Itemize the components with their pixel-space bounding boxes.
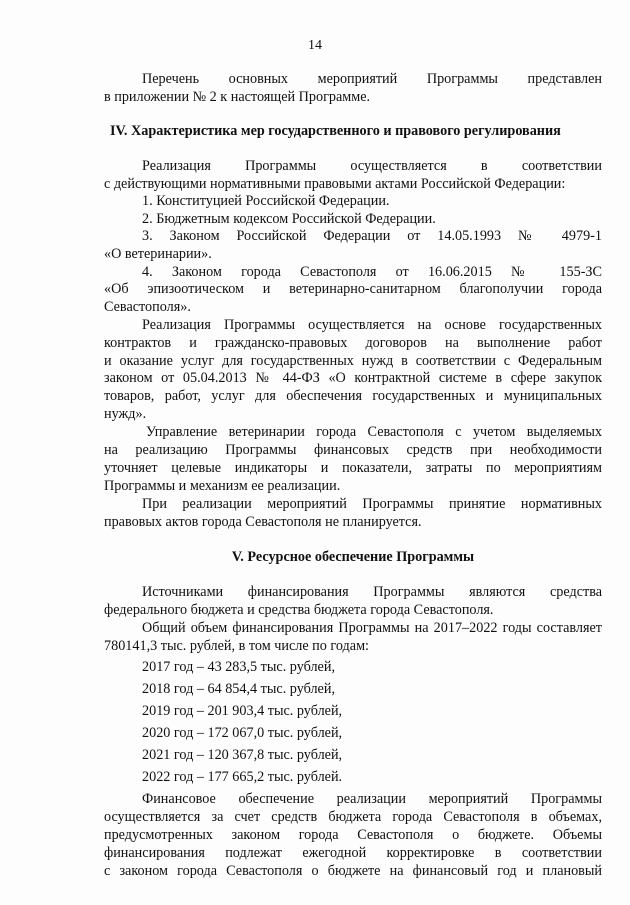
s5-p2-line-2: 780141,3 тыс. рублей, в том числе по годам: [104, 638, 369, 654]
section-4-heading: IV. Характеристика мер государственного и правового регулирования [110, 123, 561, 139]
s4-p4-line-2: правовых актов города Севастополя не планируется. [104, 514, 422, 530]
year-amount-2022: 2022 год – 177 665,2 тыс. рублей. [142, 769, 343, 785]
s4-item-3-line-1: 3. Законом Российской Федерации от 14.05.1993 № 4979-1 [142, 228, 602, 244]
s5-p3-line-1: Финансовое обеспечение реализации мероприятий Программы [142, 791, 602, 807]
s4-p2-line-3: и оказание услуг для государственных нужд в соответствии с Федеральным [104, 353, 602, 369]
s4-item-4-line-2: «Об эпизоотическом и ветеринарно-санитарном благополучии города [104, 281, 602, 297]
s5-p1-line-2: федерального бюджета и средства бюджета города Севастополя. [104, 602, 494, 618]
intro-line-1: Перечень основных мероприятий Программы представлен [142, 71, 602, 87]
intro-line-2: в приложении № 2 к настоящей Программе. [104, 89, 371, 105]
s4-p3-line-1: Управление ветеринарии города Севастополя с учетом выделяемых [146, 424, 602, 440]
s5-p3-line-5: с законом города Севастополя о бюджете на финансовый год и плановый [104, 863, 602, 879]
year-amount-2017: 2017 год – 43 283,5 тыс. рублей, [142, 659, 335, 675]
s4-item-3-line-2: «О ветеринарии». [104, 246, 212, 262]
s4-p2-line-5: товаров, работ, услуг для обеспечения государственных и муниципальных [104, 388, 602, 404]
s4-item-1: 1. Конституцией Российской Федерации. [142, 193, 390, 209]
year-amount-2020: 2020 год – 172 067,0 тыс. рублей, [142, 725, 343, 741]
s5-p2-line-1: Общий объем финансирования Программы на 2017–2022 годы составляет [142, 620, 602, 636]
s5-p3-line-4: финансирования подлежат ежегодной корректировке в соответствии [104, 845, 602, 861]
s5-p3-line-2: осуществляется за счет средств бюджета города Севастополя в объемах, [104, 809, 602, 825]
section-5-heading: V. Ресурсное обеспечение Программы [231, 549, 475, 565]
year-amount-2018: 2018 год – 64 854,4 тыс. рублей, [142, 681, 335, 697]
s4-item-4-line-3: Севастополя». [104, 299, 191, 315]
s4-p2-line-4: законом от 05.04.2013 № 44-ФЗ «О контрактной системе в сфере закупок [104, 370, 602, 386]
s4-p1-line-2: с действующими нормативными правовыми актами Российской Федерации: [104, 176, 566, 192]
s5-p3-line-3: предусмотренных законом города Севастополя о бюджете. Объемы [104, 827, 602, 843]
s4-item-2: 2. Бюджетным кодексом Российской Федерации. [142, 211, 436, 227]
s4-p3-line-3: уточняет целевые индикаторы и показатели, затраты по мероприятиям [104, 460, 602, 476]
s4-p2-line-1: Реализация Программы осуществляется на основе государственных [142, 317, 602, 333]
s4-p4-line-1: При реализации мероприятий Программы принятие нормативных [142, 496, 602, 512]
year-amount-2019: 2019 год – 201 903,4 тыс. рублей, [142, 703, 343, 719]
s5-p1-line-1: Источниками финансирования Программы являются средства [142, 584, 602, 600]
s4-p1-line-1: Реализация Программы осуществляется в соответствии [142, 158, 602, 174]
s4-p3-line-4: Программы и механизм ее реализации. [104, 478, 341, 494]
s4-item-4-line-1: 4. Законом города Севастополя от 16.06.2015 № 155-ЗС [142, 264, 602, 280]
page-number: 14 [308, 38, 322, 53]
s4-p3-line-2: на реализацию Программы финансовых средств при необходимости [104, 442, 602, 458]
year-amount-2021: 2021 год – 120 367,8 тыс. рублей, [142, 747, 343, 763]
s4-p2-line-6: нужд». [104, 406, 147, 422]
s4-p2-line-2: контрактов и гражданско-правовых договоров на выполнение работ [104, 335, 602, 351]
